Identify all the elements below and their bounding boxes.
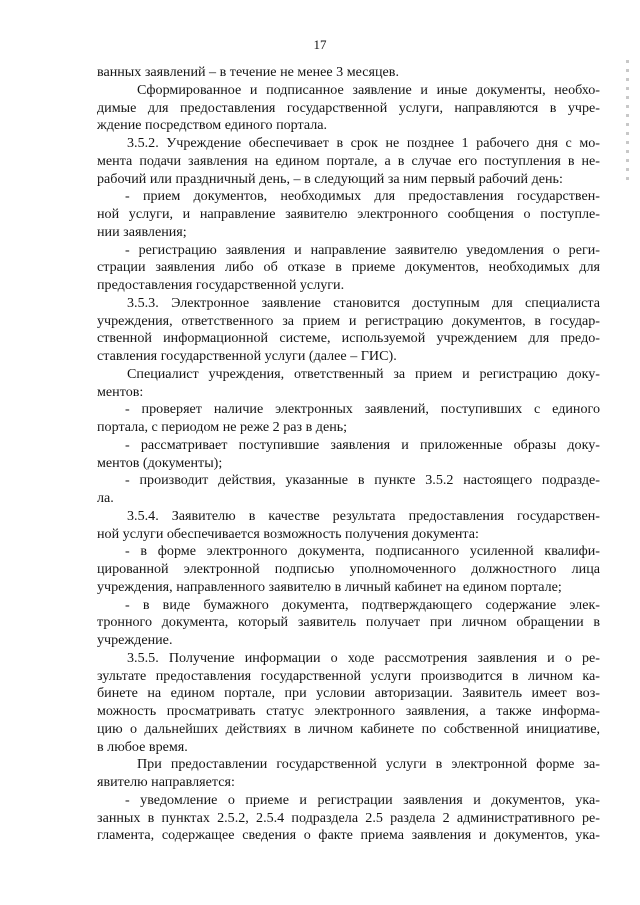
text-line: 3.5.4. Заявителю в качестве результата предоставления государствен-	[127, 507, 600, 524]
text-line: ной услуги, и направление заявителю электронного сообщения о поступле-	[97, 206, 600, 222]
text-line: учреждения, ответственного за прием и регистрацию документов, в государ-	[97, 312, 600, 329]
text-line: явителю направляется:	[97, 774, 235, 790]
text-line: Сформированное и подписанное заявление и иные документы, необхо-	[137, 81, 600, 98]
text-line: занных в пунктах 2.5.2, 2.5.4 подраздела 2.5 раздела 2 административного ре-	[97, 809, 600, 826]
text-line: цию о дальнейших действиях в личном кабинете по собственной инициативе,	[97, 720, 600, 737]
text-line: ставления государственной услуги (далее – ГИС).	[97, 348, 397, 364]
text-line: - проверяет наличие электронных заявлений, поступивших с единого	[125, 401, 600, 418]
scan-edge-mark	[626, 60, 629, 180]
text-line: - в виде бумажного документа, подтверждающего содержание элек-	[125, 596, 600, 613]
text-line: ной услуги обеспечивается возможность получения документа:	[97, 525, 479, 542]
text-line: ментов:	[97, 383, 144, 400]
text-line: 3.5.2. Учреждение обеспечивает в срок не позднее 1 рабочего дня с мо-	[127, 135, 600, 151]
text-line: 3.5.5. Получение информации о ходе рассмотрения заявления и о ре-	[127, 649, 600, 666]
text-line: - прием документов, необходимых для предоставления государствен-	[125, 188, 600, 205]
text-line: - рассматривает поступившие заявления и приложенные образы доку-	[125, 436, 600, 453]
text-line: ждение посредством единого портала.	[97, 117, 328, 134]
text-line: - уведомление о приеме и регистрации заявления и документов, ука-	[125, 791, 600, 808]
text-line: При предоставлении государственной услуги в электронной форме за-	[137, 756, 600, 773]
text-line: рабочий или праздничный день, – в следующий за ним первый рабочий день:	[97, 170, 563, 187]
text-line: димые для предоставления государственной услуги, направляются в учре-	[97, 99, 600, 116]
text-line: мента подачи заявления на едином портале, а в случае его поступления в не-	[97, 152, 600, 169]
text-line: портала, с периодом не реже 2 раз в день;	[97, 419, 348, 435]
text-line: учреждения, направленного заявителю в личный кабинет на едином портале;	[97, 578, 562, 595]
text-line: страции заявления либо об отказе в приеме документов, необходимых для	[97, 259, 600, 276]
text-line: в любое время.	[97, 738, 188, 755]
text-line: нии заявления;	[97, 223, 187, 240]
text-line: ментов (документы);	[97, 454, 223, 471]
text-line: ственной информационной системе, используемой учреждением для предо-	[97, 330, 600, 347]
text-line: можность просматривать статус электронного заявления, а также информа-	[97, 703, 600, 719]
text-line: бинете на едином портале, при условии авторизации. Заявитель имеет воз-	[97, 685, 600, 702]
text-line: Специалист учреждения, ответственный за прием и регистрацию доку-	[127, 365, 600, 382]
text-line: цированной электронной подписью уполномоченного должностного лица	[97, 561, 600, 577]
text-line: зультате предоставления государственной услуги производится в личном ка-	[97, 667, 600, 684]
document-body	[97, 64, 600, 845]
text-line: - в форме электронного документа, подписанного усиленной квалифи-	[125, 543, 600, 560]
text-line: предоставления государственной услуги.	[97, 277, 345, 293]
text-line: гламента, содержащее сведения о факте приема заявления и документов, ука-	[97, 827, 600, 844]
text-line: тронного документа, который заявитель получает при личном обращении в	[97, 614, 600, 631]
text-line: - регистрацию заявления и направление заявителю уведомления о реги-	[125, 241, 600, 258]
text-line: ла.	[97, 490, 114, 506]
text-line: 3.5.3. Электронное заявление становится доступным для специалиста	[127, 294, 600, 311]
page-number: 17	[313, 37, 327, 52]
text-line: - производит действия, указанные в пункте 3.5.2 настоящего подразде-	[125, 472, 600, 489]
text-line: ванных заявлений – в течение не менее 3 месяцев.	[97, 64, 399, 80]
text-line: учреждение.	[97, 632, 173, 648]
